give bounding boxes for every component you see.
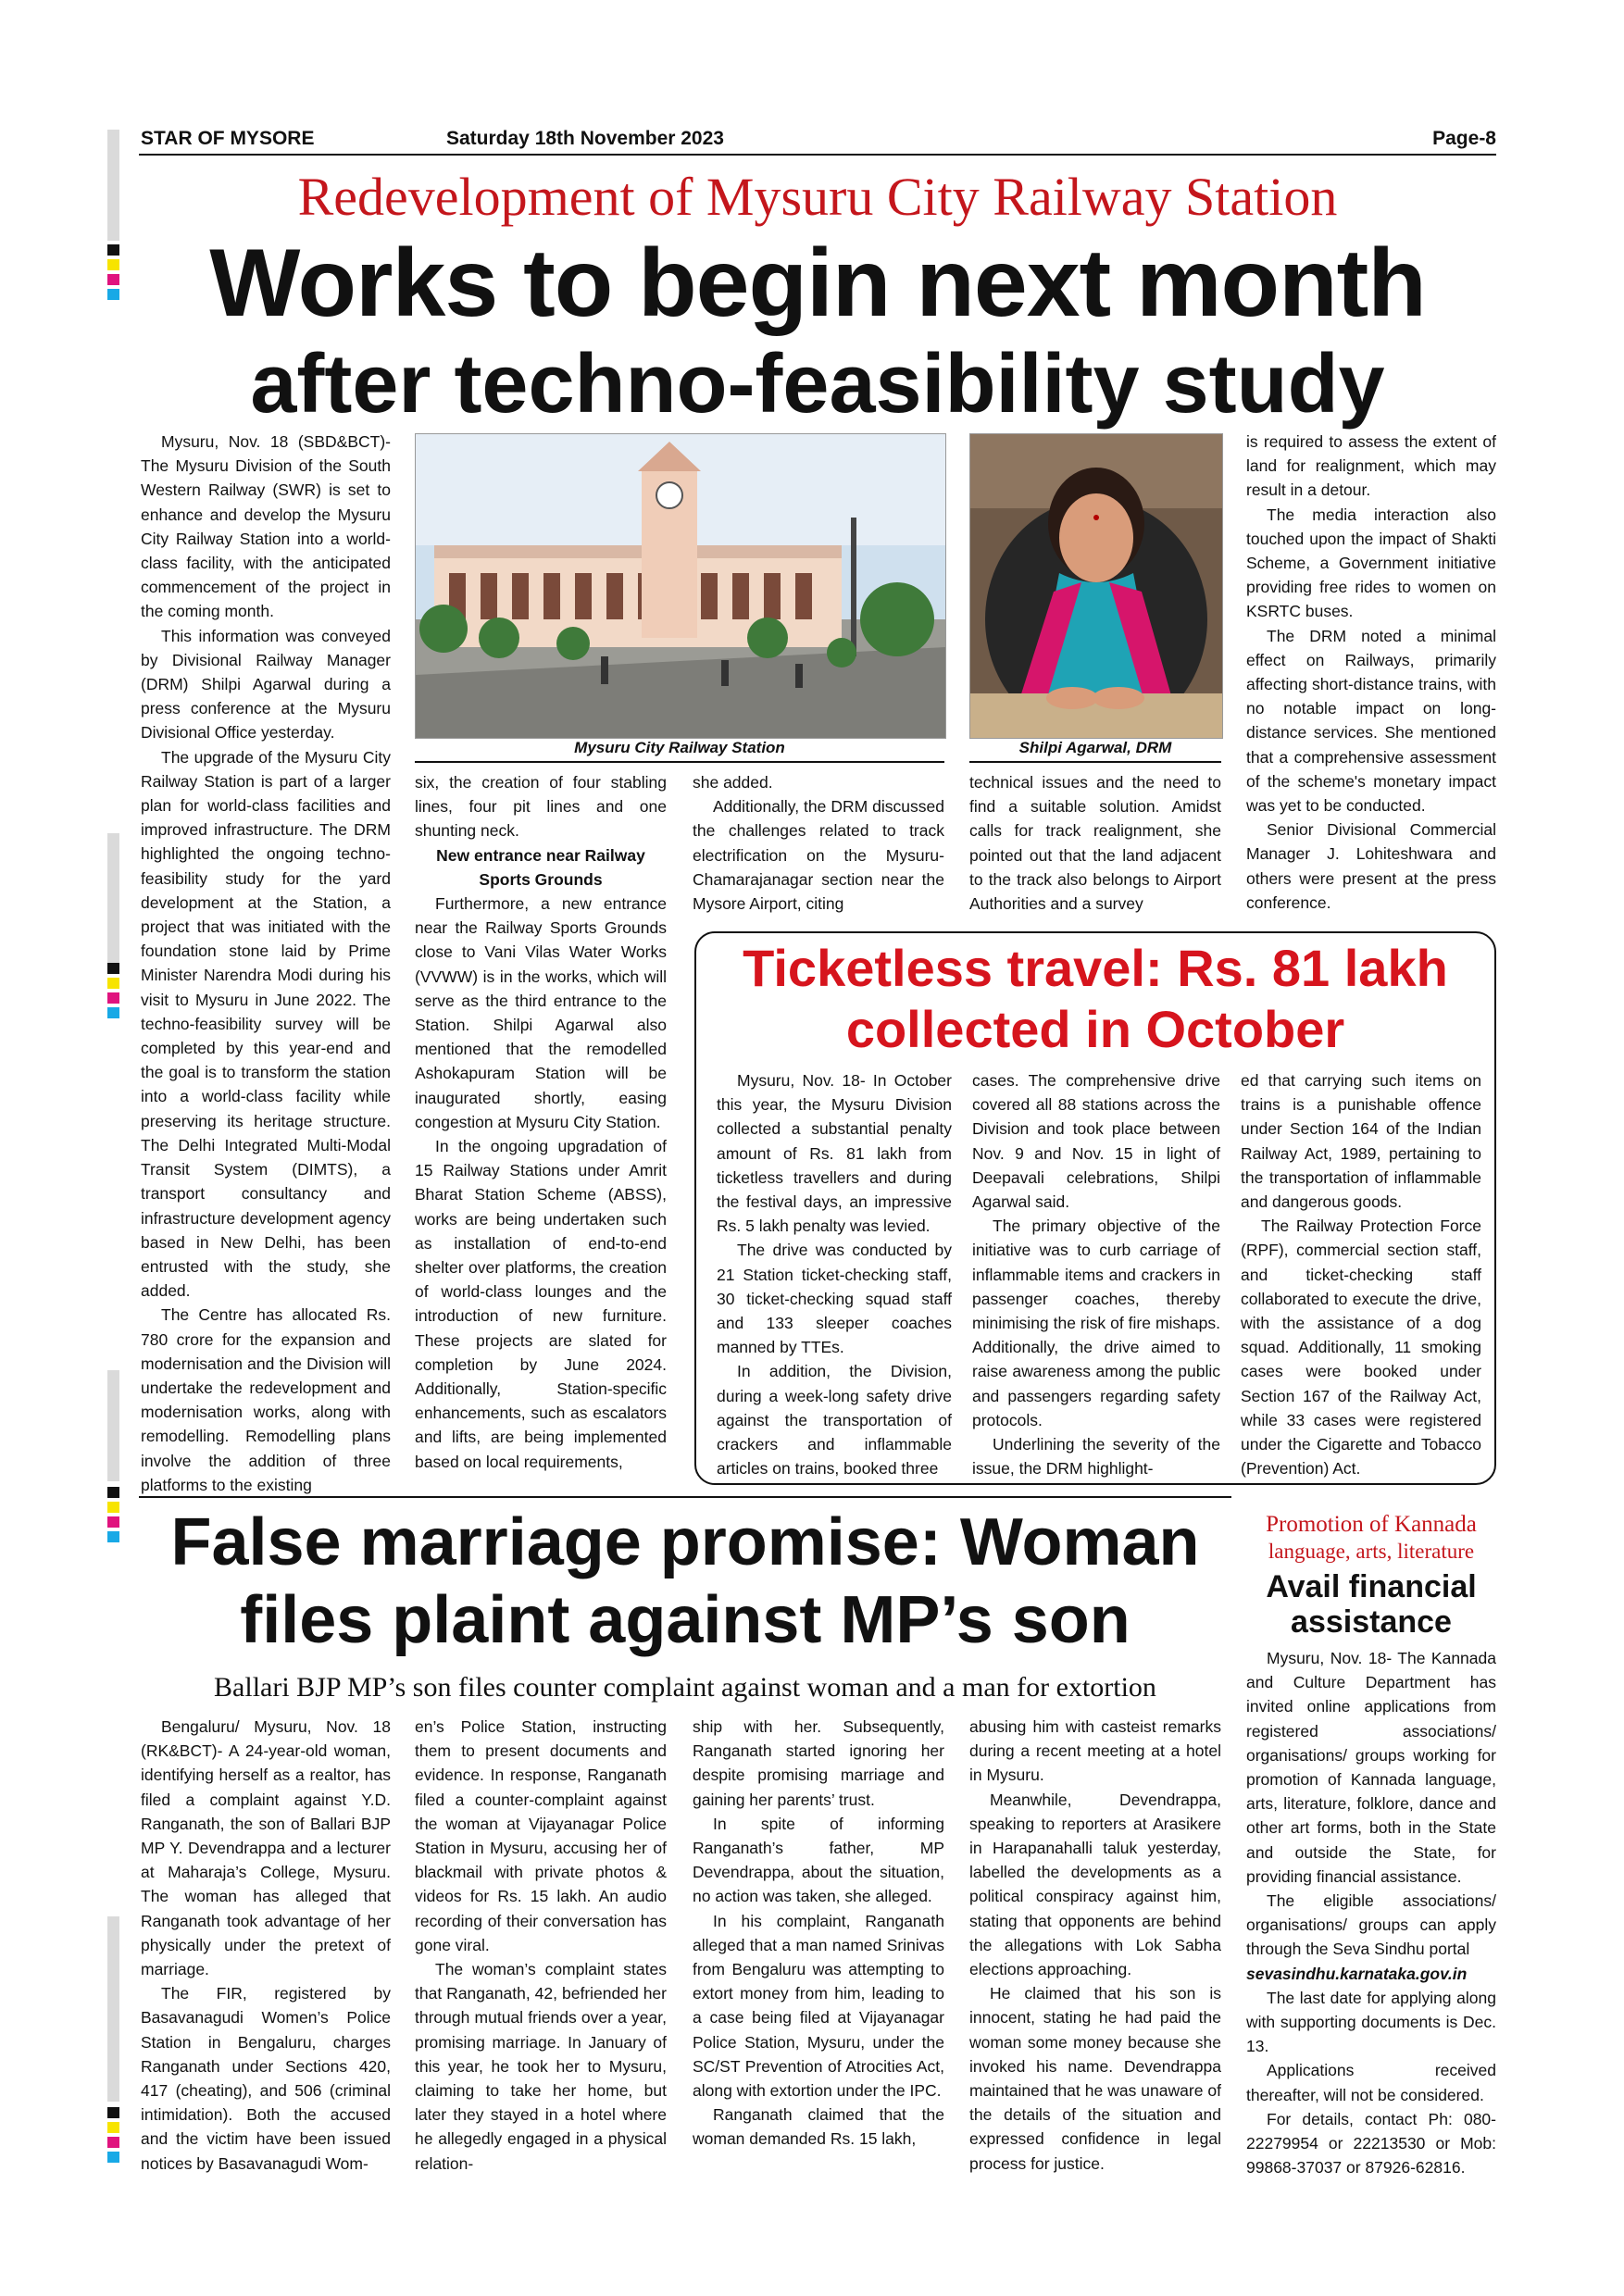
paragraph: Ranganath claimed that the woman demanded Rs. 15 lakh, xyxy=(693,2105,944,2149)
paragraph: Applications received thereafter, will not be considered. xyxy=(1246,2061,1496,2104)
paragraph: The Centre has allocated Rs. 780 crore for the expansion and modernisation and the Division will undertake the redevelopment and modernisation works, along with remodelling. Remodelling plans involve the addition of three platforms to the existing xyxy=(141,1305,391,1494)
issue-date: Saturday 18th November 2023 xyxy=(446,128,724,149)
page-number: Page-8 xyxy=(1432,128,1496,149)
paragraph: The upgrade of the Mysuru City Railway Station is part of a larger plan for world-class facilities and improved infrastructure. The DRM highlighted the ongoing techno-feasibility study for the yard development at the Station, a project that was initiated with the foundation stone laid by Prime Minister Narendra Modi during his visit to Mysuru in June 2022. The techno-feasibility survey will be completed by this year-end and the goal is to transform the station into a world-class facility while preserving its heritage structure. The Delhi Integrated Multi-Modal Transit System (DIMTS), a transport consultancy and infrastructure development agency based in New Delhi, has been entrusted with the study, she added. xyxy=(141,747,391,1301)
lead-headline-line2: after techno-feasibility study xyxy=(250,338,1385,430)
paragraph: The FIR, registered by Basavanagudi Women’s Police Station in Bengaluru, charges Ranganath under Sections 420, 417 (cheating), and 506 (criminal intimidation). Both the accused and the victim have been issued notices by Basavanagudi Wom- xyxy=(141,1984,391,2173)
margin-gray-bar xyxy=(107,833,119,963)
drm-photo-caption: Shilpi Agarwal, DRM xyxy=(1018,739,1172,756)
marriage-column-3 xyxy=(693,1715,944,2152)
paragraph: The media interaction also touched upon the impact of Shakti Scheme, a Government initiative providing free rides to women on KSRTC buses. xyxy=(1246,505,1496,621)
paragraph: technical issues and the need to find a suitable solution. Amidst calls for track realignment, she pointed out that the land adjacent to the track also belongs to Airport Authorities and a survey xyxy=(969,773,1221,914)
paragraph: abusing him with casteist remarks during a recent meeting at a hotel in Mysuru. xyxy=(969,1717,1221,1785)
lead-column-1 xyxy=(141,430,391,1497)
ticketless-column-1 xyxy=(717,1068,952,1480)
paragraph: He claimed that his son is innocent, stating he had paid the woman some money because she invoked his name. Devendrappa maintained that he was unaware of the details of the situation and expressed confidence in legal process for justice. xyxy=(969,1984,1221,2173)
paragraph: Furthermore, a new entrance near the Railway Sports Grounds close to Vani Vilas Water Works (VVWW) is in the works, which will serve as the third entrance to the Station. Shilpi Agarwal also mentioned that the remodelled Ashokapuram Station will be inaugurated shortly, easing congestion at Mysuru City Station. xyxy=(415,894,667,1131)
kannada-headline-line1: Avail financial xyxy=(1266,1569,1477,1604)
paragraph: she added. xyxy=(693,773,773,792)
marriage-headline-line1: False marriage promise: Woman xyxy=(170,1505,1200,1579)
kannada-kicker-line2: language, arts, literature xyxy=(1268,1540,1475,1563)
marriage-deck: Ballari BJP MP’s son files counter complaint against woman and a man for extortion xyxy=(214,1672,1156,1703)
railway-station-photo xyxy=(415,433,946,739)
paragraph: ship with her. Subsequently, Ranganath started ignoring her despite promising marriage and gaining her parents’ trust. xyxy=(693,1717,944,1809)
lead-column-2 xyxy=(415,770,667,1474)
paragraph: Mysuru, Nov. 18- The Kannada and Culture Department has invited online applications from registered associations/ organisations/ groups working for promotion of Kannada language, arts, literature, folklore, dance and other art forms, both in the State and outside the State, for providing financial assistance. xyxy=(1246,1649,1496,1886)
marriage-column-1 xyxy=(141,1715,391,2176)
ticketless-headline-line1: Ticketless travel: Rs. 81 lakh xyxy=(743,939,1448,997)
drm-portrait-photo xyxy=(969,433,1223,739)
lead-column-3 xyxy=(693,770,944,916)
caption-rule xyxy=(969,761,1221,763)
kannada-kicker-line1: Promotion of Kannada xyxy=(1266,1512,1477,1537)
caption-rule xyxy=(415,761,944,763)
lead-kicker: Redevelopment of Mysuru City Railway Station xyxy=(297,167,1338,227)
paragraph: The primary objective of the initiative was to curb carriage of inflammable items and crackers in passenger coaches, thereby minimising the risk of fire mishaps. Additionally, the drive aimed to raise awareness among the public and passengers regarding safety protocols. xyxy=(972,1217,1220,1429)
drm-portrait-illustration xyxy=(970,434,1222,738)
paragraph: In the ongoing upgradation of 15 Railway Stations under Amrit Bharat Station Scheme (ABSS), works are being undertaken such as installation of end-to-end shelter over platforms, the creation of world-class lounges and the introduction of new furniture. These projects are slated for completion by June 2024. Additionally, Station-specific enhancements, such as escalators and lifts, are being implemented based on local requirements, xyxy=(415,1137,667,1471)
paper-name: STAR OF MYSORE xyxy=(141,128,315,149)
station-photo-caption: Mysuru City Railway Station xyxy=(574,739,785,756)
ticketless-column-3 xyxy=(1241,1068,1481,1480)
kannada-column xyxy=(1246,1646,1496,2179)
lead-column-4 xyxy=(969,770,1221,916)
margin-gray-bar xyxy=(107,130,119,241)
paragraph: Mysuru, Nov. 18- In October this year, the Mysuru Division collected a substantial penalty amount of Rs. 81 lakh from ticketless travellers and during the festival days, an impressive Rs. 5 lakh penalty was levied. xyxy=(717,1071,952,1236)
paragraph: en’s Police Station, instructing them to present documents and evidence. In response, Ranganath filed a counter-complaint against the woman at Vijayanagar Police Station in Mysuru, accusing her of blackmail with private photos & videos for Rs. 15 lakh. An audio recording of their conversation has gone viral. xyxy=(415,1717,667,1954)
section-rule xyxy=(139,1496,1231,1498)
paragraph: cases. The comprehensive drive covered all 88 stations across the Division and took place between Nov. 9 and Nov. 15 in light of Deepavali celebrations, Shilpi Agarwal said. xyxy=(972,1071,1220,1212)
paragraph: Senior Divisional Commercial Manager J. Lohiteshwara and others were present at the press conference. xyxy=(1246,820,1496,912)
paragraph: Mysuru, Nov. 18 (SBD&BCT)- The Mysuru Division of the South Western Railway (SWR) is set to enhance and develop the Mysuru City Railway Station into a world-class facility, with the anticipated commencement of the project in the coming month. xyxy=(141,432,391,621)
paragraph: In spite of informing Ranganath’s father, MP Devendrappa, about the situation, no action was taken, she alleged. xyxy=(693,1814,944,1906)
lead-headline-line1: Works to begin next month xyxy=(209,230,1426,337)
portal-link[interactable]: sevasindhu.karnataka.gov.in xyxy=(1246,1964,1468,1983)
paragraph: six, the creation of four stabling lines, four pit lines and one shunting neck. xyxy=(415,773,667,841)
paragraph: ed that carrying such items on trains is a punishable offence under Section 164 of the Indian Railway Act, 1989, pertaining to the transportation of inflammable and dangerous goods. xyxy=(1241,1071,1481,1212)
paragraph: Additionally, the DRM discussed the challenges related to track electrification on the Mysuru-Chamarajanagar section near the Mysore Airport, citing xyxy=(693,797,944,914)
paragraph: The drive was conducted by 21 Station ticket-checking staff, 30 ticket-checking squad staff and 133 sleeper coaches manned by TTEs. xyxy=(717,1241,952,1357)
paragraph: Bengaluru/ Mysuru, Nov. 18 (RK&BCT)- A 24-year-old woman, identifying herself as a realtor, has filed a complaint against Y.D. Ranganath, the son of Ballari BJP MP Y. Devendrappa and a lecturer at Maharaja’s College, Mysuru. The woman has alleged that Ranganath took advantage of her physically under the pretext of marriage. xyxy=(141,1717,391,1979)
kannada-headline-line2: assistance xyxy=(1291,1604,1452,1640)
paragraph: The eligible associations/ organisations/ groups can apply through the Seva Sindhu portal xyxy=(1246,1891,1496,1959)
paragraph: In addition, the Division, during a week-long safety drive against the transportation of crackers and inflammable articles on trains, booked three xyxy=(717,1362,952,1479)
paragraph: Meanwhile, Devendrappa, speaking to reporters at Arasikere in Harapanahalli taluk yesterday, labelled the developments as a political conspiracy against him, stating that opponents are behind the allegations with Lok Sabha elections approaching. xyxy=(969,1790,1221,1979)
ticketless-headline-line2: collected in October xyxy=(845,1000,1345,1058)
masthead-rule xyxy=(139,154,1496,156)
marriage-column-2 xyxy=(415,1715,667,2176)
paragraph: The DRM noted a minimal effect on Railways, primarily affecting short-distance trains, with no notable impact on long-distance services. She mentioned that a comprehensive assessment of the scheme's monetary impact was yet to be conducted. xyxy=(1246,626,1496,816)
marriage-headline-line2: files plaint against MP’s son xyxy=(240,1583,1131,1657)
paragraph: In his complaint, Ranganath alleged that a man named Srinivas from Bengaluru was attempting to extort money from him, leading to a case being filed at Vijayanagar Police Station, Mysuru, under the SC/ST Prevention of Atrocities Act, along with extortion under the IPC. xyxy=(693,1911,944,2101)
paragraph: The last date for applying along with supporting documents is Dec. 13. xyxy=(1246,1988,1496,2056)
marriage-column-4 xyxy=(969,1715,1221,2176)
lead-column-5 xyxy=(1246,430,1496,915)
margin-gray-bar xyxy=(107,1916,119,2102)
railway-station-illustration xyxy=(416,434,945,738)
paragraph: Underlining the severity of the issue, the DRM highlight- xyxy=(972,1435,1220,1479)
subhead: New entrance near Railway Sports Grounds xyxy=(436,845,645,889)
paragraph: is required to assess the extent of land for realignment, which may result in a detour. xyxy=(1246,432,1496,500)
paragraph: The woman’s complaint states that Ranganath, 42, befriended her through mutual friends over a year, promising marriage. In January of this year, he took her to Mysuru, claiming to take her home, but later they stayed in a hotel where he allegedly engaged in a physical relation- xyxy=(415,1960,667,2173)
paragraph: For details, contact Ph: 080-22279954 or 22213530 or Mob: 99868-37037 or 87926-62816. xyxy=(1246,2109,1496,2177)
paragraph: This information was conveyed by Divisional Railway Manager (DRM) Shilpi Agarwal during a press conference at the Mysuru Divisional Office yesterday. xyxy=(141,626,391,742)
margin-gray-bar xyxy=(107,1370,119,1481)
ticketless-column-2 xyxy=(972,1068,1220,1480)
paragraph: The Railway Protection Force (RPF), commercial section staff, and ticket-checking staff collaborated to execute the drive, with the assistance of a dog squad. Additionally, 11 smoking cases were booked under Section 167 of the Railway Act, while 33 cases were registered under the Cigarette and Tobacco (Prevention) Act. xyxy=(1241,1217,1481,1479)
